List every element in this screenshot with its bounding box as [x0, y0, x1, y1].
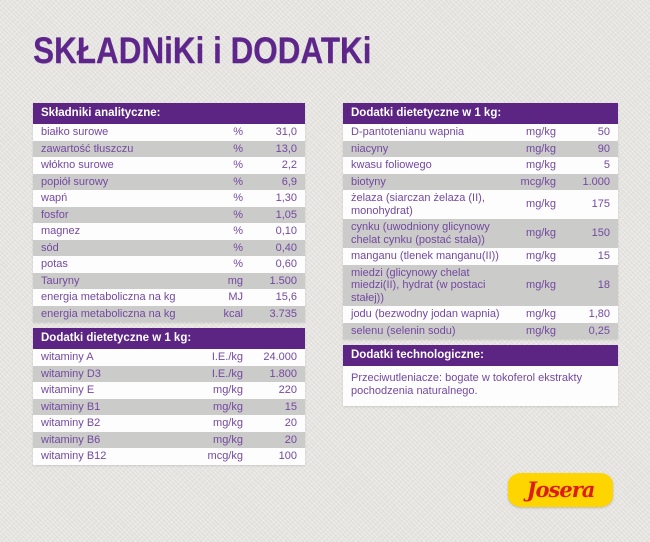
row-label: fosfor: [41, 208, 69, 221]
table-row: [343, 157, 618, 174]
row-label: energia metaboliczna na kg: [41, 307, 176, 320]
row-value: 175: [591, 198, 610, 211]
table-row: [343, 306, 618, 323]
row-label: niacyny: [351, 142, 389, 155]
table-row: [343, 190, 618, 219]
josera-logo: [508, 473, 613, 507]
row-value: 6,9: [281, 175, 297, 188]
row-unit: mg/kg: [213, 417, 243, 429]
row-label: D-pantotenianu wapnia: [351, 126, 465, 138]
right-column: [343, 103, 618, 406]
row-label: popiół surowy: [41, 175, 109, 188]
row-value: 90: [597, 142, 610, 155]
table-row: [33, 432, 305, 449]
table-row: [33, 448, 305, 465]
row-label: witaminy E: [41, 384, 95, 396]
row-value: 20: [284, 433, 297, 446]
row-unit: %: [233, 258, 243, 270]
table-row: [33, 415, 305, 432]
table-row: [343, 124, 618, 141]
row-label: selenu (selenin sodu): [351, 324, 456, 337]
josera-logo-text: Josera: [526, 476, 595, 502]
table-row: [343, 219, 618, 248]
row-label: witaminy B1: [41, 400, 101, 413]
technological-section-header: Dodatki technologiczne:: [343, 345, 618, 366]
row-unit: mg/kg: [526, 279, 556, 291]
row-label: witaminy A: [41, 351, 94, 363]
analytical-table-body: [33, 124, 305, 322]
row-value: 50: [597, 126, 610, 138]
dietary-left-table-body: [33, 349, 305, 465]
row-label: magnez: [41, 225, 81, 237]
row-unit: mg/kg: [213, 384, 243, 396]
row-value: 18: [597, 279, 610, 291]
row-value: 0,60: [275, 258, 297, 270]
row-value: 15,6: [275, 291, 297, 303]
row-label: kwasu foliowego: [351, 159, 432, 171]
row-label: zawartość tłuszczu: [41, 142, 134, 155]
row-unit: %: [233, 208, 243, 221]
row-value: 0,10: [275, 225, 297, 237]
row-label: witaminy B6: [41, 433, 101, 446]
page-title: SKŁADNiKi i DODATKi: [33, 30, 372, 71]
row-unit: mg/kg: [526, 324, 556, 337]
row-unit: mg/kg: [526, 142, 556, 155]
row-value: 3.735: [269, 307, 297, 320]
row-value: 1,05: [275, 208, 297, 221]
row-unit: mg/kg: [526, 227, 556, 240]
row-label: miedzi (glicynowy chelat miedzi(II), hydrat (w postaci stałej)): [351, 266, 486, 304]
row-label: białko surowe: [41, 126, 109, 138]
row-value: 2,2: [281, 159, 297, 171]
row-value: 20: [284, 417, 297, 429]
dietary-right-table-header: Dodatki dietetyczne w 1 kg:: [343, 103, 618, 124]
table-row: [33, 124, 305, 141]
row-unit: %: [233, 175, 243, 188]
row-label: witaminy B12: [41, 450, 107, 462]
row-value: 1.800: [269, 367, 297, 380]
table-row: [33, 190, 305, 207]
row-unit: %: [233, 142, 243, 155]
analytical-components-table: [33, 103, 305, 322]
table-row: [33, 207, 305, 224]
row-unit: %: [233, 192, 243, 204]
dietary-additives-right-table: [343, 103, 618, 339]
row-unit: mg: [227, 274, 243, 287]
table-row: [33, 382, 305, 399]
table-row: [343, 323, 618, 340]
row-value: 1,80: [588, 308, 610, 320]
row-value: 13,0: [275, 142, 297, 155]
row-label: cynku (uwodniony glicynowy chelat cynku (postać stała)): [351, 221, 490, 246]
table-row: [33, 306, 305, 323]
row-unit: mg/kg: [526, 198, 556, 211]
analytical-table-header: Składniki analityczne:: [33, 103, 305, 124]
row-unit: I.E./kg: [211, 351, 243, 363]
row-unit: %: [233, 126, 243, 138]
table-row: [33, 240, 305, 257]
row-label: jodu (bezwodny jodan wapnia): [351, 308, 500, 320]
row-label: wapń: [41, 192, 68, 204]
dietary-left-table-header: Dodatki dietetyczne w 1 kg:: [33, 328, 305, 349]
table-row: [33, 157, 305, 174]
table-row: [33, 349, 305, 366]
row-unit: %: [233, 241, 243, 254]
table-row: [33, 399, 305, 416]
row-value: 100: [278, 450, 297, 462]
row-label: sód: [41, 241, 59, 254]
row-unit: mg/kg: [526, 159, 556, 171]
row-label: potas: [41, 258, 68, 270]
row-value: 15: [284, 400, 297, 413]
table-row: [343, 174, 618, 191]
row-value: 220: [278, 384, 297, 396]
row-unit: mg/kg: [526, 250, 556, 262]
row-value: 1,30: [275, 192, 297, 204]
technological-additives-section: [343, 345, 618, 406]
row-value: 5: [603, 159, 610, 171]
row-label: włókno surowe: [41, 159, 114, 171]
row-value: 31,0: [275, 126, 297, 138]
row-value: 0,40: [275, 241, 297, 254]
row-unit: %: [233, 225, 243, 237]
row-unit: mg/kg: [213, 433, 243, 446]
table-row: [343, 141, 618, 158]
row-value: 0,25: [588, 324, 610, 337]
row-unit: mg/kg: [526, 308, 556, 320]
row-value: 1.500: [269, 274, 297, 287]
table-row: [33, 174, 305, 191]
row-label: żelaza (siarczan żelaza (II), monohydrat): [351, 192, 485, 217]
row-label: biotyny: [351, 175, 386, 188]
row-value: 15: [597, 250, 610, 262]
row-unit: kcal: [223, 307, 243, 320]
row-unit: MJ: [228, 291, 243, 303]
row-label: manganu (tlenek manganu(II)): [351, 250, 499, 262]
dietary-right-table-body: [343, 124, 618, 339]
table-row: [33, 366, 305, 383]
row-label: energia metaboliczna na kg: [41, 291, 176, 303]
table-row: [33, 273, 305, 290]
table-row: [33, 141, 305, 158]
row-unit: I.E./kg: [211, 367, 243, 380]
row-unit: mcg/kg: [207, 450, 243, 462]
row-label: witaminy B2: [41, 417, 101, 429]
table-row: [33, 256, 305, 273]
row-unit: mg/kg: [526, 126, 556, 138]
dietary-additives-left-table: [33, 328, 305, 465]
row-value: 150: [591, 227, 610, 240]
row-value: 24.000: [263, 351, 297, 363]
row-value: 1.000: [582, 175, 610, 188]
table-row: [33, 289, 305, 306]
left-column: [33, 103, 305, 465]
table-row: [33, 223, 305, 240]
table-row: [343, 248, 618, 265]
row-label: Tauryny: [41, 274, 80, 287]
table-row: [343, 265, 618, 307]
row-label: witaminy D3: [41, 367, 101, 380]
technological-section-text: Przeciwutleniacze: bogate w tokoferol ekstrakty pochodzenia naturalnego.: [343, 366, 618, 406]
row-unit: %: [233, 159, 243, 171]
row-unit: mcg/kg: [520, 175, 556, 188]
row-unit: mg/kg: [213, 400, 243, 413]
